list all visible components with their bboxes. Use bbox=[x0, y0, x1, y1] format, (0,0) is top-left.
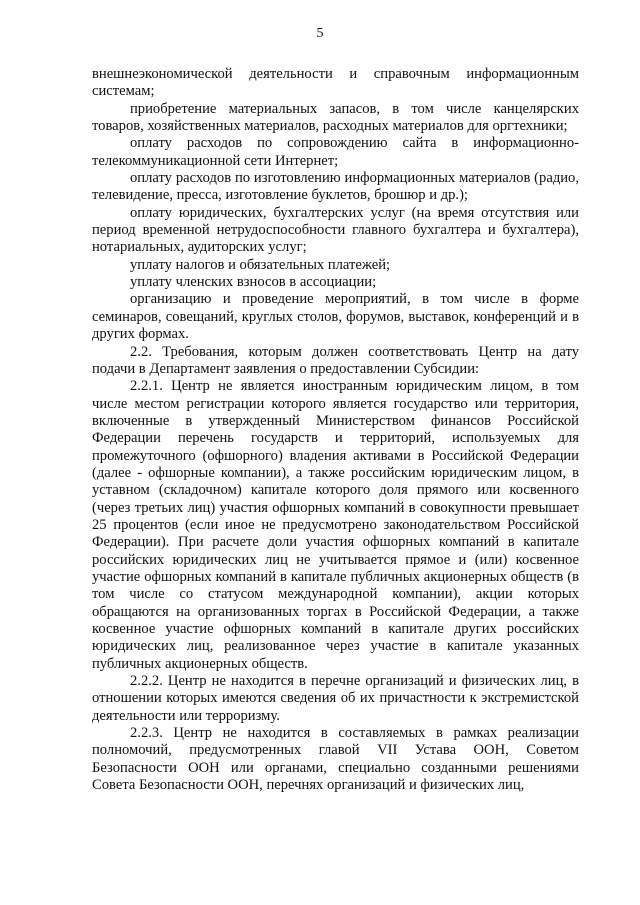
paragraph-list-item: оплату юридических, бухгалтерских услуг (на время отсутствия или период временной нетрудоспособности главного бухгалтера и бухгалтера), нотариальных, аудиторских услуг; bbox=[92, 204, 579, 256]
paragraph-continuation: внешнеэкономической деятельности и справочным информационным системам; bbox=[92, 66, 579, 100]
paragraph-list-item: приобретение материальных запасов, в том числе канцелярских товаров, хозяйственных материалов, расходных материалов для оргтехники; bbox=[92, 100, 579, 135]
paragraph-section-2-2-3: 2.2.3. Центр не находится в составляемых в рамках реализации полномочий, предусмотренных главой VII Устава ООН, Советом Безопасности ООН или органами, специально созданными решениями Совета Безопасности ООН, перечнях организаций и физических лиц, bbox=[92, 725, 579, 794]
paragraph-section-2-2-2: 2.2.2. Центр не находится в перечне организаций и физических лиц, в отношении которых имеются сведения об их причастности к экстремистской деятельности или терроризму. bbox=[92, 673, 579, 724]
paragraph-list-item: оплату расходов по сопровождению сайта в информационно-телекоммуникационной сети Интернет; bbox=[92, 135, 579, 169]
page-number: 5 bbox=[316, 26, 324, 41]
paragraph-section-2-2-1: 2.2.1. Центр не является иностранным юридическим лицом, в том числе местом регистрации которого является государство или территория, включенные в утвержденный Министерством финансов Российской Федерации перечень государств и территорий, используемых для промежуточного (офшорного) владения активами в Российской Федерации (далее - офшорные компании), а также российским юридическим лицом, в уставном (складочном) капитале которого доля прямого или косвенного (через третьих лиц) участия офшорных компаний в совокупности превышает 25 процентов (если иное не предусмотрено законодательством Российской Федерации). При расчете доли участия офшорных компаний в капитале российских юридических лиц не учитывается прямое и (или) косвенное участие офшорных компаний в капитале публичных акционерных обществ (в том числе со статусом международной компании), акции которых обращаются на организованных торгах в Российской Федерации, а также косвенное участие офшорных компаний в капитале других российских юридических лиц, реализованное через участие в капитале указанных публичных акционерных обществ. bbox=[92, 378, 579, 672]
paragraph-list-item: оплату расходов по изготовлению информационных материалов (радио, телевидение, пресса, изготовление буклетов, брошюр и др.); bbox=[92, 170, 579, 204]
paragraph-list-item: уплату налогов и обязательных платежей; bbox=[130, 256, 391, 273]
document-body bbox=[92, 66, 579, 794]
paragraph-section-2-2: 2.2. Требования, которым должен соответствовать Центр на дату подачи в Департамент заявления о предоставлении Субсидии: bbox=[92, 343, 579, 377]
paragraph-list-item: уплату членских взносов в ассоциации; bbox=[130, 274, 377, 291]
paragraph-list-item: организацию и проведение мероприятий, в том числе в форме семинаров, совещаний, круглых столов, форумов, выставок, конференций и в других формах. bbox=[92, 291, 579, 343]
